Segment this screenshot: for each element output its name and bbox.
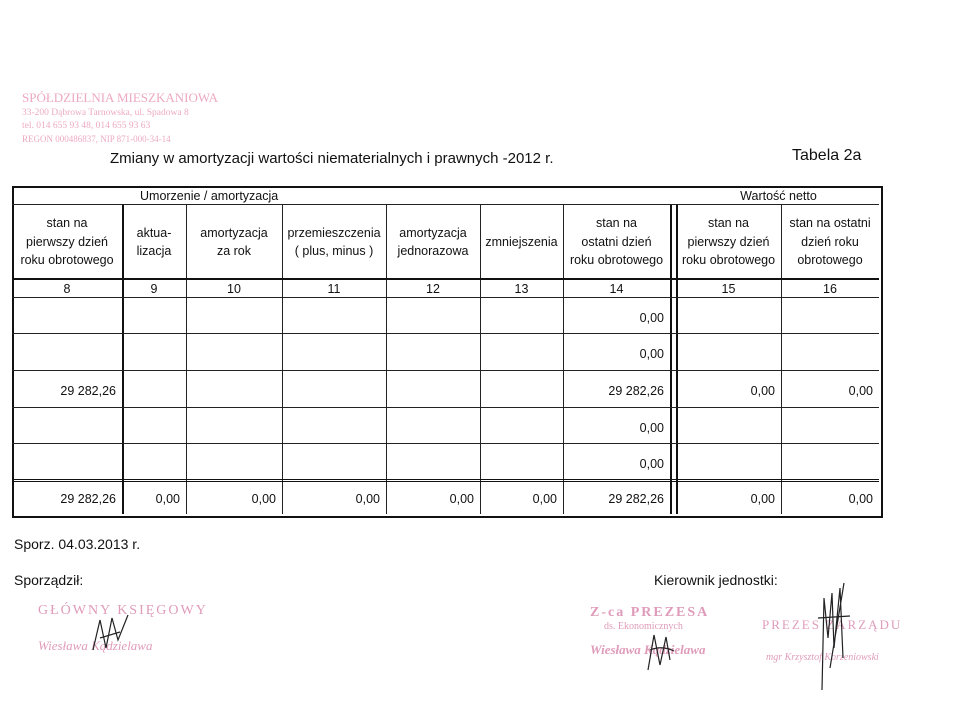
column-header-line: roku obrotowego	[569, 253, 664, 268]
column-number: 10	[227, 282, 241, 296]
prepared-by-label: Sporządził:	[14, 572, 84, 588]
column-number: 12	[426, 282, 440, 296]
table-cell: 29 282,26	[60, 384, 116, 398]
president-signature	[810, 578, 860, 693]
total-cell: 29 282,26	[608, 492, 664, 506]
accountant-stamp-name: Wiesława Kądzielawa	[38, 638, 153, 653]
column-header-9	[122, 208, 186, 276]
total-cell: 0,00	[848, 492, 873, 506]
column-number: 13	[514, 282, 529, 296]
group-header-umorzenie: Umorzenie / amortyzacja	[140, 189, 279, 203]
president-stamp-title: PREZES ZARZĄDU	[762, 617, 903, 632]
table-cell: 0,00	[848, 384, 873, 398]
vice-president-stamp-subtitle: ds. Ekonomicznych	[604, 621, 683, 632]
stamp-address: 33-200 Dąbrowa Tarnowska, ul. Spadowa 8	[22, 108, 189, 118]
column-header-line: ostatni dzień	[581, 234, 652, 249]
column-number: 8	[63, 282, 71, 296]
vice-president-stamp-title: Z-ca PREZESA	[590, 605, 710, 620]
column-header-line: pierwszy dzień	[26, 234, 108, 249]
column-header-line: pierwszy dzień	[687, 234, 770, 249]
column-header-line: amortyzacja	[200, 225, 268, 240]
table-cell: 0,00	[750, 384, 775, 398]
total-cell: 0,00	[355, 492, 380, 506]
column-number: 15	[721, 282, 736, 296]
stamp-phone: tel. 014 655 93 48, 014 655 93 63	[22, 121, 151, 131]
table-cell: 0,00	[639, 347, 664, 361]
column-header-8	[12, 208, 122, 276]
column-number: 11	[327, 282, 341, 296]
group-header-wartosc-netto: Wartość netto	[740, 189, 817, 203]
table-cell: 0,00	[639, 457, 664, 471]
total-cell: 0,00	[449, 492, 474, 506]
column-header-12	[386, 208, 480, 276]
accountant-signature	[88, 610, 138, 660]
column-header-line: amortyzacja	[399, 225, 467, 240]
vice-president-stamp-name: Wiesława Kądzielawa	[590, 642, 706, 657]
row-divider	[12, 333, 879, 334]
row-divider	[12, 443, 879, 444]
column-header-line: stan na ostatni	[789, 216, 871, 231]
column-divider	[670, 204, 672, 514]
column-header-line: ( plus, minus )	[294, 244, 374, 258]
column-header-line: aktua-	[136, 225, 172, 240]
column-header-10	[186, 208, 282, 276]
column-header-13	[480, 208, 563, 276]
column-header-line: zmniejszenia	[485, 234, 558, 249]
header-divider	[12, 278, 879, 280]
group-header-divider	[12, 204, 879, 205]
column-header-16	[781, 208, 879, 276]
column-header-11	[282, 208, 386, 276]
column-header-line: obrotowego	[797, 253, 863, 268]
table-cell: 29 282,26	[608, 384, 664, 398]
column-number-divider	[12, 297, 879, 298]
column-header-line: stan na	[595, 216, 637, 231]
column-header-line: dzień roku	[801, 234, 859, 249]
row-divider	[12, 370, 879, 371]
document-title: Zmiany w amortyzacji wartości niematerialnych i prawnych -2012 r.	[110, 150, 554, 167]
column-header-line: stan na	[707, 216, 749, 231]
column-header-line: jednorazowa	[397, 244, 469, 258]
table-label: Tabela 2a	[792, 147, 862, 164]
prepared-date: Sporz. 04.03.2013 r.	[14, 536, 141, 552]
column-header-line: lizacja	[136, 244, 172, 258]
column-number: 9	[150, 282, 158, 296]
president-stamp-name: mgr Krzysztof Korzeniowski	[766, 652, 879, 663]
stamp-ids: REGON 000486837, NIP 871-000-34-14	[22, 134, 171, 144]
column-header-line: roku obrotowego	[681, 253, 776, 268]
stamp-name: SPÓŁDZIELNIA MIESZKANIOWA	[22, 90, 219, 105]
column-header-15	[676, 208, 781, 276]
column-header-14	[563, 208, 670, 276]
table-cell: 0,00	[639, 311, 664, 325]
total-cell: 0,00	[532, 492, 557, 506]
table-cell: 0,00	[639, 421, 664, 435]
column-header-line: stan na	[46, 216, 88, 231]
total-cell: 0,00	[155, 492, 180, 506]
column-header-line: za rok	[216, 244, 252, 258]
total-cell: 0,00	[251, 492, 276, 506]
column-header-line: przemieszczenia	[287, 225, 381, 240]
accountant-stamp-title: GŁÓWNY KSIĘGOWY	[38, 603, 208, 618]
total-divider	[12, 479, 879, 482]
total-cell: 29 282,26	[60, 492, 116, 506]
row-divider	[12, 407, 879, 408]
column-number: 16	[823, 282, 837, 296]
vice-president-signature	[640, 625, 680, 675]
total-cell: 0,00	[750, 492, 775, 506]
column-header-line: roku obrotowego	[20, 253, 114, 268]
column-number: 14	[609, 282, 624, 296]
head-of-unit-label: Kierownik jednostki:	[654, 572, 778, 588]
